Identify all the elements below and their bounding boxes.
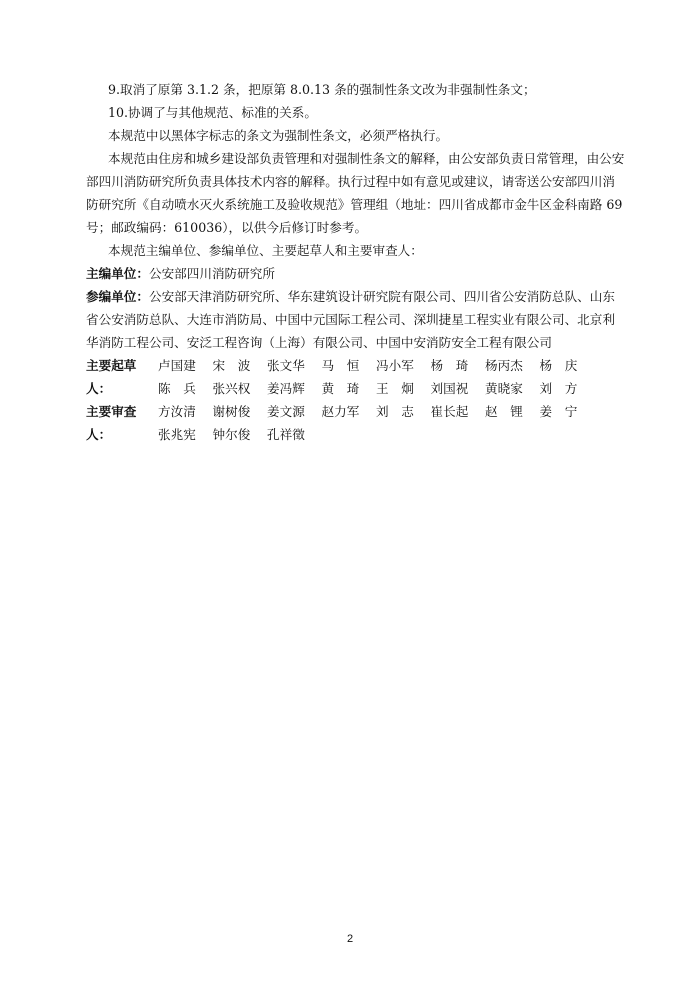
intro-paragraph: 本规范主编单位、参编单位、主要起草人和主要审查人： xyxy=(108,243,423,258)
drafter-name: 宋 波 xyxy=(212,358,251,373)
reviewers-label: 主要审查人： xyxy=(86,404,137,442)
reviewers-block xyxy=(86,400,626,446)
drafter-name: 刘国祝 xyxy=(430,381,469,396)
reviewer-name: 姜 宁 xyxy=(539,404,578,419)
reviewer-name: 孔祥徵 xyxy=(267,427,305,442)
drafters-block xyxy=(86,354,626,400)
co-editors-label: 参编单位： xyxy=(86,289,149,304)
reviewer-name: 刘 志 xyxy=(376,404,414,419)
chief-editor-label: 主编单位： xyxy=(86,266,149,281)
chief-editor-line xyxy=(86,262,626,285)
reviewer-name: 钟尔俊 xyxy=(212,427,251,442)
co-editors-line xyxy=(86,285,626,354)
mandatory-clause-note: 本规范中以黑体字标志的条文为强制性条文，必须严格执行。 xyxy=(108,128,449,143)
drafter-name: 冯小军 xyxy=(376,358,414,373)
drafter-name: 卢国建 xyxy=(158,358,196,373)
co-editors-value: 公安部天津消防研究所、华东建筑设计研究院有限公司、四川省公安消防总队、山东省公安消防总队、大连市消防局、中国中元国际工程公司、深圳捷星工程实业有限公司、北京利华消防工程公司、安泛工程咨询（上海）有限公司、中国中安消防安全工程有限公司 xyxy=(86,289,615,350)
management-paragraph: 本规范由住房和城乡建设部负责管理和对强制性条文的解释，由公安部负责日常管理，由公安部四川消防研究所负责具体技术内容的解释。执行过程中如有意见或建议，请寄送公安部四川消防研究所《自动喷水灭火系统施工及验收规范》管理组（地址：四川省成都市金牛区金科南路 69 号；邮政编码：610036），以供今后修订时参考。 xyxy=(86,151,625,235)
reviewer-name: 赵 锂 xyxy=(485,404,523,419)
reviewer-name: 张兆宪 xyxy=(158,427,196,442)
drafter-name: 黄 琦 xyxy=(321,381,360,396)
item-9: 9.取消了原第 3.1.2 条，把原第 8.0.13 条的强制性条文改为非强制性条文； xyxy=(108,82,536,97)
page-content xyxy=(86,78,626,446)
drafter-name: 张文华 xyxy=(267,358,305,373)
reviewer-name: 姜文源 xyxy=(267,404,305,419)
drafters-label: 主要起草人： xyxy=(86,358,137,396)
drafter-name: 黄晓家 xyxy=(485,381,523,396)
reviewers-list xyxy=(158,400,618,446)
drafter-name: 陈 兵 xyxy=(158,381,196,396)
item-10: 10.协调了与其他规范、标准的关系。 xyxy=(108,105,317,120)
drafter-name: 姜冯辉 xyxy=(267,381,305,396)
drafters-list xyxy=(158,354,618,400)
page-number: 2 xyxy=(346,933,354,945)
drafter-name: 杨 琦 xyxy=(430,358,469,373)
drafter-name: 张兴权 xyxy=(212,381,251,396)
drafter-name: 王 炯 xyxy=(376,381,414,396)
drafter-name: 杨 庆 xyxy=(539,358,578,373)
drafter-name: 刘 方 xyxy=(539,381,578,396)
drafter-name: 杨丙杰 xyxy=(485,358,523,373)
reviewer-name: 崔长起 xyxy=(430,404,469,419)
reviewer-name: 赵力军 xyxy=(321,404,360,419)
reviewer-name: 谢树俊 xyxy=(212,404,251,419)
chief-editor-value: 公安部四川消防研究所 xyxy=(148,266,275,281)
reviewer-name: 方汝清 xyxy=(158,404,196,419)
drafter-name: 马 恒 xyxy=(321,358,360,373)
